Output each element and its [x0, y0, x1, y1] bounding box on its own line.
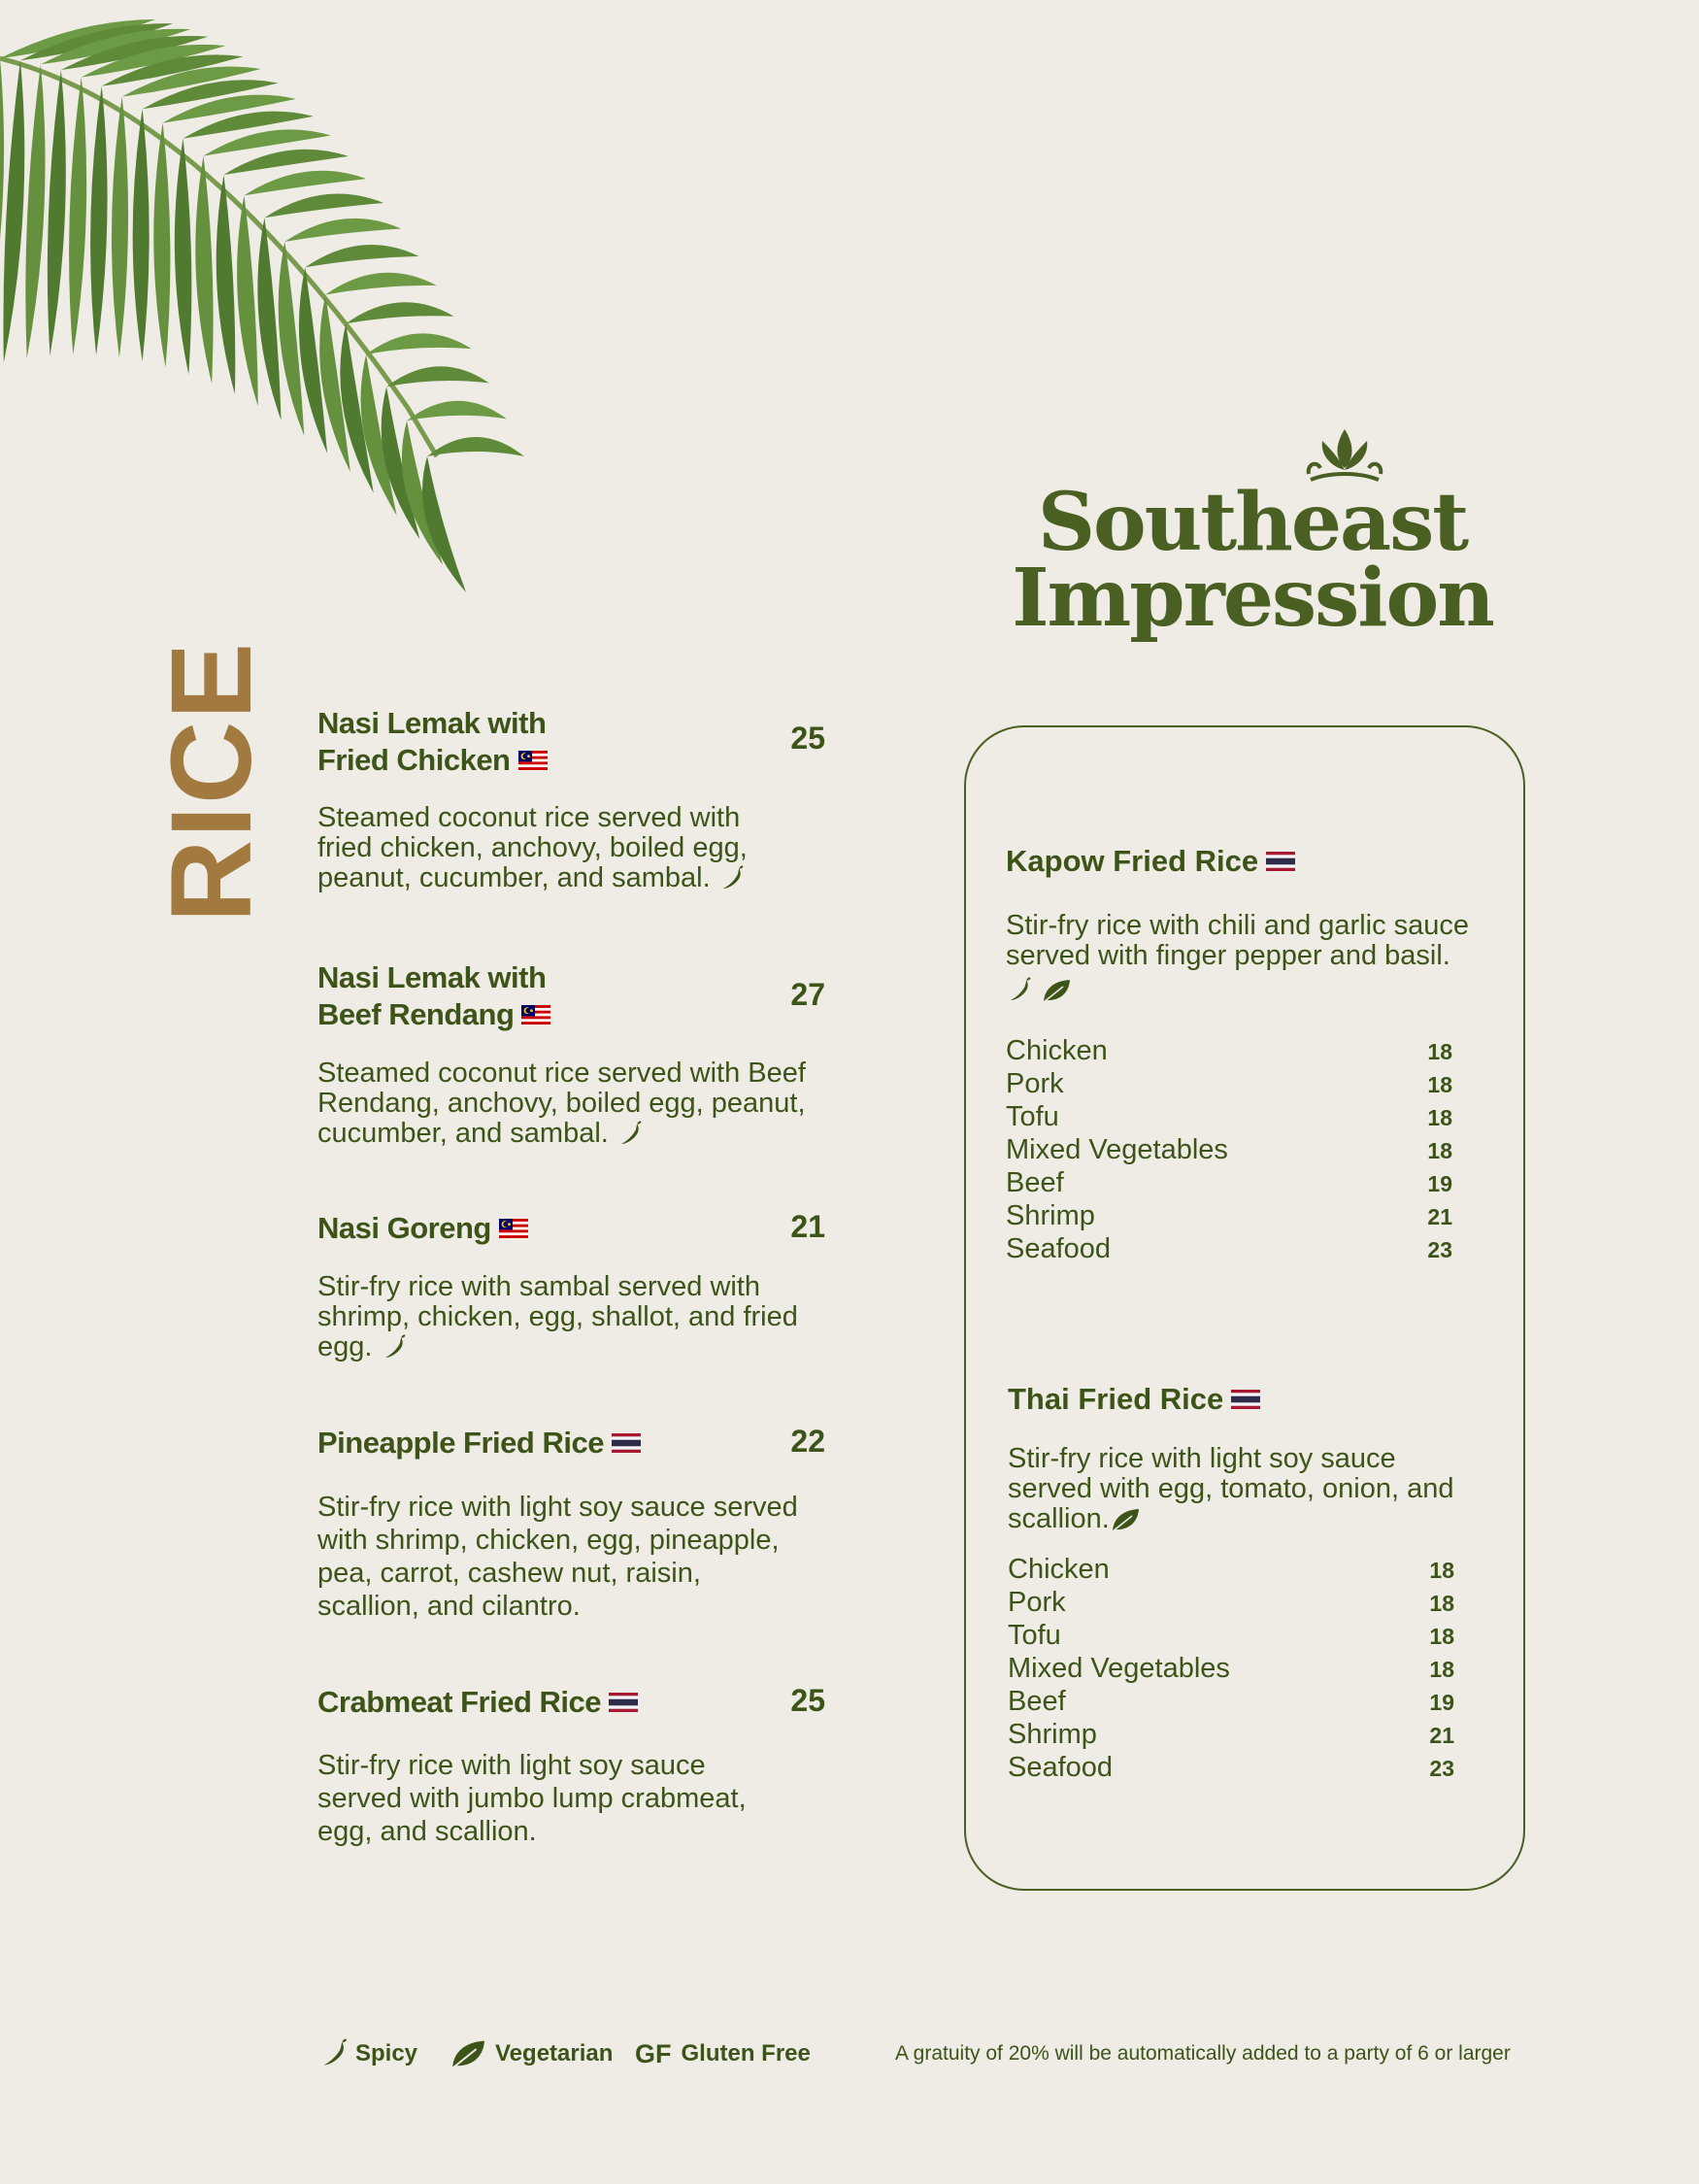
leaf-icon: [1041, 977, 1072, 1004]
option-label: Tofu: [1008, 1620, 1061, 1651]
malaysia-flag-icon: [499, 1219, 528, 1238]
option-label: Chicken: [1008, 1554, 1110, 1585]
desc-line: Stir-fry rice with light soy sauce served: [317, 1492, 798, 1523]
option-label: Chicken: [1006, 1035, 1108, 1066]
option-label: Pork: [1006, 1068, 1064, 1099]
desc-line: fried chicken, anchovy, boiled egg,: [317, 832, 748, 863]
option-row: [1008, 1752, 1454, 1785]
option-price: 18: [1429, 1558, 1454, 1583]
menu-item-name: [317, 705, 548, 779]
option-price: 23: [1427, 1237, 1452, 1262]
item-name-line1: Crabmeat Fried Rice: [317, 1685, 601, 1719]
legend-spicy-label: Spicy: [355, 2040, 418, 2066]
option-price: 18: [1427, 1138, 1452, 1163]
malaysia-flag-icon: [521, 1005, 550, 1025]
option-price: 18: [1427, 1105, 1452, 1130]
item-price: 21: [790, 1209, 825, 1244]
option-price: 18: [1427, 1039, 1452, 1064]
chili-icon: [318, 2037, 350, 2070]
item-price: 25: [790, 1683, 825, 1718]
desc-line: cucumber, and sambal.: [317, 1118, 609, 1149]
option-label: Mixed Vegetables: [1008, 1653, 1230, 1684]
brand-name-line2: Impression: [1012, 552, 1493, 645]
desc-line: with shrimp, chicken, egg, pineapple,: [317, 1525, 780, 1556]
thailand-flag-icon: [1266, 852, 1295, 871]
desc-line: scallion.: [1008, 1503, 1110, 1534]
item-name-line2: Beef Rendang: [317, 997, 515, 1031]
option-row: [1006, 1200, 1452, 1233]
item-description: [317, 803, 842, 893]
thai-title: [1008, 1382, 1260, 1417]
option-row: [1008, 1653, 1454, 1686]
item-name-line1: Nasi Goreng: [317, 1211, 491, 1245]
desc-line: Stir-fry rice with light soy sauce: [317, 1750, 706, 1781]
item-description: [317, 1058, 842, 1149]
desc-line: egg.: [317, 1331, 373, 1362]
option-price: 18: [1427, 1072, 1452, 1097]
menu-item-name: [317, 959, 550, 1033]
menu-item-name: [317, 1425, 641, 1462]
item-price: 27: [790, 977, 825, 1012]
option-row: [1008, 1719, 1454, 1752]
option-label: Mixed Vegetables: [1006, 1134, 1228, 1165]
option-row: [1006, 1035, 1452, 1068]
option-price: 23: [1429, 1756, 1454, 1781]
brand-name-line1: Southeast: [1037, 476, 1468, 569]
option-row: [1006, 1101, 1452, 1134]
option-row: [1006, 1068, 1452, 1101]
desc-line: served with finger pepper and basil.: [1006, 940, 1450, 971]
option-price: 19: [1427, 1171, 1452, 1196]
desc-line: scallion, and cilantro.: [317, 1591, 581, 1622]
kapow-name: Kapow Fried Rice: [1006, 844, 1259, 878]
kapow-title: [1006, 844, 1295, 879]
option-label: Seafood: [1006, 1233, 1112, 1264]
desc-line: Stir-fry rice with sambal served with: [317, 1271, 761, 1302]
legend-vegetarian: [447, 2034, 613, 2073]
brand-logo: [1010, 427, 1495, 645]
option-row: [1006, 1233, 1452, 1266]
item-description: [317, 1491, 842, 1623]
desc-line: Stir-fry rice with chili and garlic sauce: [1006, 910, 1470, 941]
thai-description: [1008, 1444, 1513, 1534]
gratuity-note: A gratuity of 20% will be automatically added to a party of 6 or larger: [895, 2042, 1511, 2065]
option-price: 18: [1429, 1591, 1454, 1616]
thailand-flag-icon: [609, 1693, 638, 1712]
desc-line: served with egg, tomato, onion, and: [1008, 1473, 1454, 1504]
leaf-icon: [1110, 1506, 1141, 1533]
item-name-line1: Nasi Lemak with: [317, 706, 547, 740]
option-label: Pork: [1008, 1587, 1066, 1618]
desc-line: pea, carrot, cashew nut, raisin,: [317, 1558, 701, 1589]
thailand-flag-icon: [1231, 1390, 1260, 1409]
item-name-line1: Nasi Lemak with: [317, 960, 547, 994]
option-price: 21: [1429, 1723, 1454, 1748]
option-row: [1006, 1167, 1452, 1200]
item-description: [317, 1749, 842, 1848]
desc-line: Rendang, anchovy, boiled egg, peanut,: [317, 1088, 806, 1119]
option-price: 21: [1427, 1204, 1452, 1229]
option-label: Beef: [1008, 1686, 1066, 1717]
item-description: [317, 1272, 842, 1362]
option-row: [1008, 1620, 1454, 1653]
palm-leaf-icon: [0, 0, 621, 641]
legend-gluten-free-label: Gluten Free: [681, 2040, 811, 2066]
option-price: 18: [1429, 1657, 1454, 1682]
desc-line: served with jumbo lump crabmeat,: [317, 1783, 747, 1814]
thailand-flag-icon: [612, 1433, 641, 1453]
desc-line: shrimp, chicken, egg, shallot, and fried: [317, 1301, 798, 1332]
item-name-line2: Fried Chicken: [317, 743, 511, 777]
item-name-line1: Pineapple Fried Rice: [317, 1426, 604, 1460]
kapow-description: [1006, 911, 1511, 1005]
legend-gluten-free: [635, 2034, 811, 2073]
chili-icon: [381, 1334, 408, 1361]
option-label: Shrimp: [1006, 1200, 1095, 1231]
section-title: RICE: [148, 641, 276, 923]
malaysia-flag-icon: [518, 751, 548, 770]
option-label: Shrimp: [1008, 1719, 1097, 1750]
option-row: [1006, 1134, 1452, 1167]
thai-name: Thai Fried Rice: [1008, 1382, 1224, 1416]
option-label: Beef: [1006, 1167, 1064, 1198]
item-price: 22: [790, 1424, 825, 1459]
chili-icon: [718, 865, 746, 892]
leaf-icon: [447, 2037, 489, 2070]
desc-line: peanut, cucumber, and sambal.: [317, 862, 711, 893]
item-price: 25: [790, 721, 825, 756]
option-row: [1008, 1554, 1454, 1587]
gluten-free-mark: GF: [635, 2038, 672, 2068]
chili-icon: [616, 1121, 644, 1148]
option-label: Tofu: [1006, 1101, 1059, 1132]
option-row: [1008, 1686, 1454, 1719]
chili-icon: [1006, 977, 1033, 1004]
legend-vegetarian-label: Vegetarian: [495, 2040, 614, 2066]
option-price: 19: [1429, 1690, 1454, 1715]
menu-item-name: [317, 1210, 528, 1247]
option-label: Seafood: [1008, 1752, 1114, 1783]
menu-item-name: [317, 1684, 638, 1721]
legend-spicy: [318, 2034, 417, 2073]
desc-line: Steamed coconut rice served with Beef: [317, 1058, 806, 1089]
option-price: 18: [1429, 1624, 1454, 1649]
desc-line: egg, and scallion.: [317, 1816, 537, 1847]
option-row: [1008, 1587, 1454, 1620]
desc-line: Stir-fry rice with light soy sauce: [1008, 1443, 1396, 1474]
desc-line: Steamed coconut rice served with: [317, 802, 741, 833]
